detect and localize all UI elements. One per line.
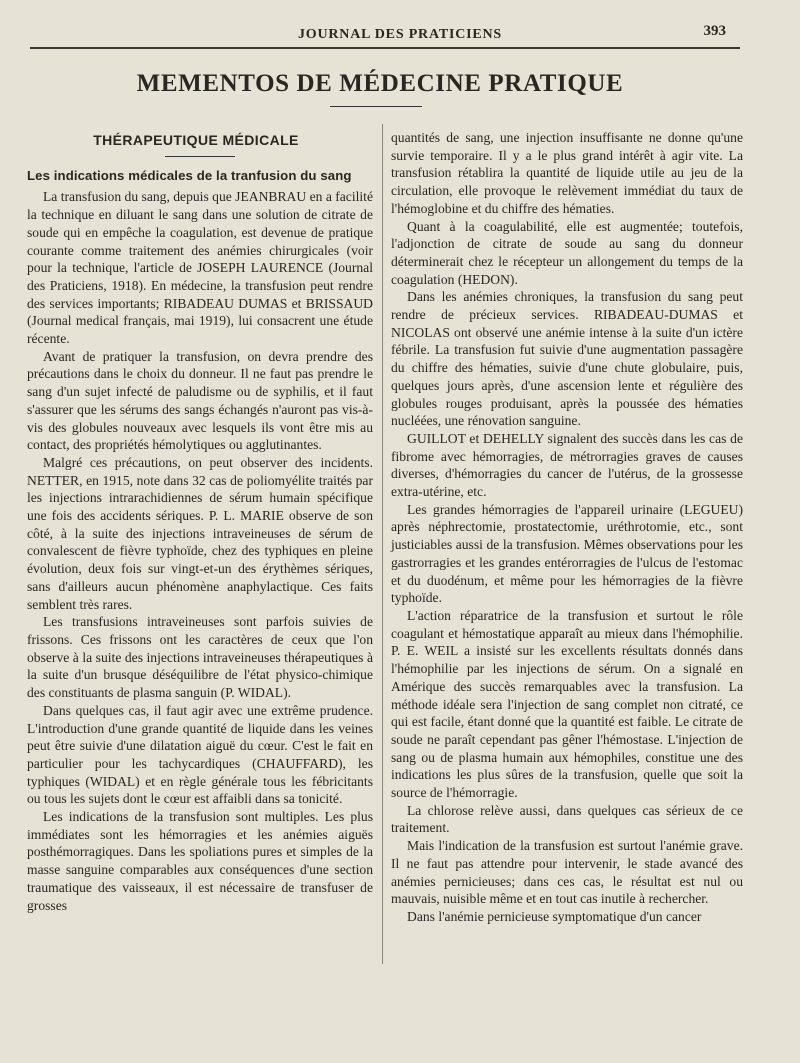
right-column	[391, 129, 743, 926]
page-number: 393	[703, 23, 726, 39]
paragraph: Avant de pratiquer la transfusion, on devra prendre des précautions dans le choix du donneur. Il ne faut pas prendre le sang d'un sujet infecté de paludisme ou de syphilis, et il faut s'assurer que les sérums des sangs échangés n'auront pas vis-à-vis des globules nouveaux avec lesquels ils vont être mis au contact, des propriétés hémolytiques ou agglutinantes.	[27, 348, 373, 453]
paragraph: Dans quelques cas, il faut agir avec une extrême prudence. L'introduction d'une grande quantité de liquide dans les veines peut être suivie d'une dilatation aiguë du cœur. C'est le fait en particulier pour les tachycardiques (CHAUFFARD), les typhiques (WIDAL) et en règle générale tous les fébricitants ou tous les sujets dont le cœur est affaibli dans sa tonicité.	[27, 702, 373, 807]
left-column	[27, 128, 373, 914]
paragraph: Dans l'anémie pernicieuse symptomatique d'un cancer	[407, 908, 702, 924]
page-title: MEMENTOS DE MÉDECINE PRATIQUE	[136, 70, 624, 97]
column-divider	[382, 124, 383, 964]
paragraph: L'action réparatrice de la transfusion et surtout le rôle coagulant et hémostatique apparaît au mieux dans l'hémophilie. P. E. WEIL a insisté sur les excellents résultats donnés dans l'hémophilie par les injections de sérum. On a signalé en Amérique des succès remarquables avec la transfusion. La méthode idéale sera l'injection de sang complet non citraté, ce qui est facile, étant donné que la quantité est faible. Le citrate de soude ne paraît cependant pas gêner l'hémostase. L'injection de sang ou de plasma humain aux hémophiles, constitue une des indications les plus sûres de la transfusion, quelle que soit la source de l'hémorragie.	[391, 607, 743, 801]
header-rule	[30, 47, 740, 49]
section-title: THÉRAPEUTIQUE MÉDICALE	[93, 132, 299, 148]
paragraph: La transfusion du sang, depuis que JEANBRAU en a facilité la technique en diluant le sang dans une solution de citrate de soude qui en empêche la coagulation, est devenue de pratique courante comme traitement des anémies chirurgicales (voir pour la technique, l'article de JOSEPH LAURENCE (Journal des Praticiens, 1918). En médecine, la transfusion peut rendre des services importants; RIBADEAU DUMAS et BRISSAUD (Journal medical français, mai 1919), lui consacrent une étude récente.	[27, 189, 373, 347]
paragraph: Dans les anémies chroniques, la transfusion du sang peut rendre de précieux services. RIBADEAU-DUMAS et NICOLAS ont observé une anémie intense à la suite d'un ictère fébrile. La transfusion fut suivie d'une augmentation passagère du chiffre des hématies, suivie d'une chute globulaire, puis, quelques jours après, d'une ascension lente et régulière des globules rouges produisant, après la poussée des hématies nucléées, une rénovation sanguine.	[391, 289, 743, 429]
article-title: Les indications médicales de la tranfusion du sang	[27, 167, 352, 183]
paragraph: Malgré ces précautions, on peut observer des incidents. NETTER, en 1915, note dans 32 cas de poliomyélite traités par les injections intrarachidiennes de sérum humain spécifique une fois des accidents sériques. P. L. MARIE observe de son côté, à la suite des injections intraveineuses de sérum de convalescent de fièvre typhoïde, chez des typhiques en pleine évolution, deux fois sur vingt-et-un des érythèmes sériques, sans d'ailleurs aucun phénomène anaphylactique. Ces faits semblent très rares.	[27, 454, 373, 612]
paragraph: Les transfusions intraveineuses sont parfois suivies de frissons. Ces frissons ont les caractères de ceux que l'on observe à la suite des injections intraveineuses thérapeutiques à la suite d'un brusque déséquilibre de l'état physico-chimique des constituants de plasma sanguin (P. WIDAL).	[27, 614, 373, 701]
paragraph: La chlorose relève aussi, dans quelques cas sérieux de ce traitement.	[391, 802, 743, 836]
paragraph: quantités de sang, une injection insuffisante ne donne qu'une survie temporaire. Il y a le plus grand intérêt à agir vite. La transfusion rétablira la quantité de liquide utile au jeu de la circulation, elle provoque le relèvement immédiat du taux de l'hémoglobine et du chiffre des hématies.	[391, 130, 743, 216]
title-rule	[330, 106, 422, 107]
paragraph: Les grandes hémorragies de l'appareil urinaire (LEGUEU) après néphrectomie, prostatectomie, uréthrotomie, etc., sont justiciables aussi de la transfusion. Mêmes observations pour les gastrorragies et les grandes entérorragies de l'ulcus de l'estomac et du duodénum, et même pour les hémorragies de la fièvre typhoïde.	[391, 501, 743, 606]
paragraph: Les indications de la transfusion sont multiples. Les plus immédiates sont les hémorragies et les anémies aiguës posthémorragiques. Dans les spoliations pures et simples de la masse sanguine comparables aux conséquences d'une section traumatique des vaisseaux, il est nécessaire de transfuser de grosses	[27, 809, 373, 913]
paragraph: Quant à la coagulabilité, elle est augmentée; toutefois, l'adjonction de citrate de soude au sang du donneur déterminerait chez le récepteur un allongement du temps de la coagulation (HEDON).	[391, 218, 743, 287]
section-rule	[165, 156, 235, 157]
running-head: JOURNAL DES PRATICIENS	[297, 27, 503, 42]
paragraph: Mais l'indication de la transfusion est surtout l'anémie grave. Il ne faut pas attendre pour intervenir, le stade avancé des anémies pernicieuses; dans ces cas, le résultat est nul ou mauvais, nuisible même et en tout cas inutile à rechercher.	[391, 838, 743, 907]
paragraph: GUILLOT et DEHELLY signalent des succès dans les cas de fibrome avec hémorragies, de métrorragies graves de causes diverses, d'hémorragies du cancer de l'utérus, de la grossesse extra-utérine, etc.	[391, 430, 743, 500]
